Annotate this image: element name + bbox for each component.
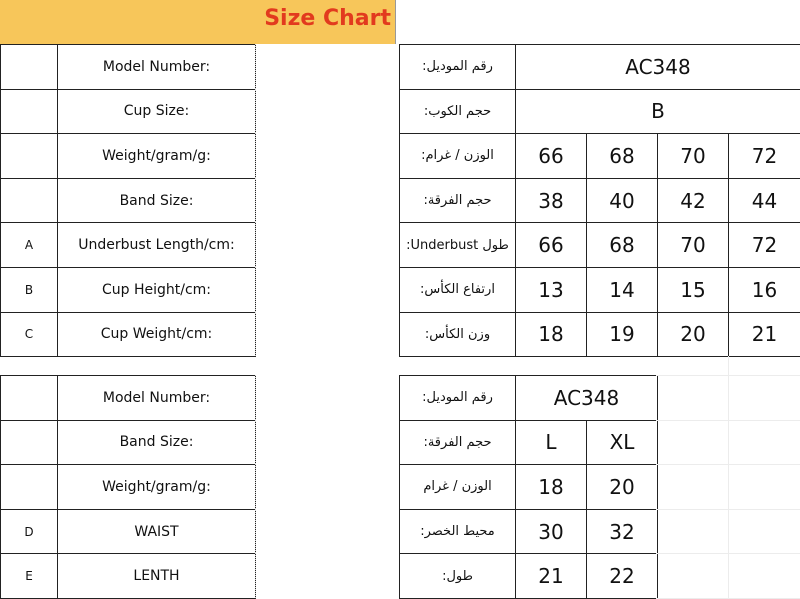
row-letter: E xyxy=(0,553,58,599)
row-label: Cup Height/cm: xyxy=(57,267,256,313)
size-value-cell: 16 xyxy=(728,267,800,313)
size-value-cell: 15 xyxy=(657,267,729,313)
model-number-value: AC348 xyxy=(515,375,658,421)
size-value-cell: XL xyxy=(586,420,658,466)
row-letter xyxy=(0,420,58,466)
size-value-cell: 72 xyxy=(728,222,800,268)
size-value-cell: 44 xyxy=(728,178,800,224)
row-arabic-label: ارتفاع الكأس: xyxy=(399,267,516,313)
size-value-cell: 18 xyxy=(515,312,587,358)
size-value-cell: 42 xyxy=(657,178,729,224)
row-arabic-label: محيط الخصر: xyxy=(399,509,516,555)
size-value-cell: 30 xyxy=(515,509,587,555)
row-letter xyxy=(0,133,58,179)
size-value-cell: 70 xyxy=(657,133,729,179)
row-label: Weight/gram/g: xyxy=(57,464,256,510)
size-value-cell: 21 xyxy=(728,312,800,358)
spacer-cell xyxy=(255,375,399,420)
size-value-cell: 40 xyxy=(586,178,658,224)
row-label: Weight/gram/g: xyxy=(57,133,256,179)
row-arabic-label: حجم الفرقة: xyxy=(399,178,516,224)
size-value-cell: 18 xyxy=(515,464,587,510)
spacer-cell xyxy=(255,44,399,89)
size-value-cell: L xyxy=(515,420,587,466)
spacer-cell xyxy=(255,133,399,178)
row-label: Model Number: xyxy=(57,44,256,90)
row-label: Model Number: xyxy=(57,375,256,421)
size-value-cell: 32 xyxy=(586,509,658,555)
size-value-cell: 68 xyxy=(586,222,658,268)
page-title: Size Chart xyxy=(264,6,391,31)
row-letter xyxy=(0,178,58,224)
row-letter xyxy=(0,375,58,421)
size-value-cell: 20 xyxy=(657,312,729,358)
row-label: Cup Weight/cm: xyxy=(57,312,256,358)
row-arabic-label: حجم الكوب: xyxy=(399,89,516,135)
size-value-cell: 22 xyxy=(586,553,658,599)
size-value-cell: 66 xyxy=(515,222,587,268)
row-arabic-label: رقم الموديل: xyxy=(399,44,516,90)
spacer-cell xyxy=(255,464,399,509)
spacer-cell xyxy=(255,312,399,357)
header-blank-area xyxy=(396,0,800,44)
row-letter: B xyxy=(0,267,58,313)
row-letter: A xyxy=(0,222,58,268)
spacer-cell xyxy=(255,222,399,267)
row-arabic-label: حجم الفرقة: xyxy=(399,420,516,466)
spacer-cell xyxy=(255,509,399,554)
size-value-cell: 70 xyxy=(657,222,729,268)
size-value-cell: 72 xyxy=(728,133,800,179)
row-label: LENTH xyxy=(57,553,256,599)
row-arabic-label: طول: xyxy=(399,553,516,599)
spacer-cell xyxy=(255,420,399,465)
cup-size-value: B xyxy=(515,89,800,135)
row-label: WAIST xyxy=(57,509,256,555)
row-label: Band Size: xyxy=(57,420,256,466)
spacer-cell xyxy=(255,553,399,598)
size-value-cell: 14 xyxy=(586,267,658,313)
row-label: Underbust Length/cm: xyxy=(57,222,256,268)
row-arabic-label: الوزن / غرام: xyxy=(399,133,516,179)
row-letter: C xyxy=(0,312,58,358)
size-value-cell: 19 xyxy=(586,312,658,358)
spacer-cell xyxy=(255,89,399,134)
size-chart-header xyxy=(0,0,396,44)
size-value-cell: 38 xyxy=(515,178,587,224)
grid-line xyxy=(728,356,729,598)
model-number-value: AC348 xyxy=(515,44,800,90)
row-arabic-label: الوزن / غرام xyxy=(399,464,516,510)
row-label: Band Size: xyxy=(57,178,256,224)
row-letter xyxy=(0,44,58,90)
row-letter xyxy=(0,89,58,135)
row-label: Cup Size: xyxy=(57,89,256,135)
row-letter xyxy=(0,464,58,510)
size-value-cell: 13 xyxy=(515,267,587,313)
spacer-cell xyxy=(255,267,399,312)
size-value-cell: 20 xyxy=(586,464,658,510)
size-value-cell: 68 xyxy=(586,133,658,179)
row-arabic-label: وزن الكأس: xyxy=(399,312,516,358)
row-arabic-label: طول Underbust: xyxy=(399,222,516,268)
row-arabic-label: رقم الموديل: xyxy=(399,375,516,421)
spacer-cell xyxy=(255,178,399,223)
size-value-cell: 66 xyxy=(515,133,587,179)
row-letter: D xyxy=(0,509,58,555)
size-value-cell: 21 xyxy=(515,553,587,599)
